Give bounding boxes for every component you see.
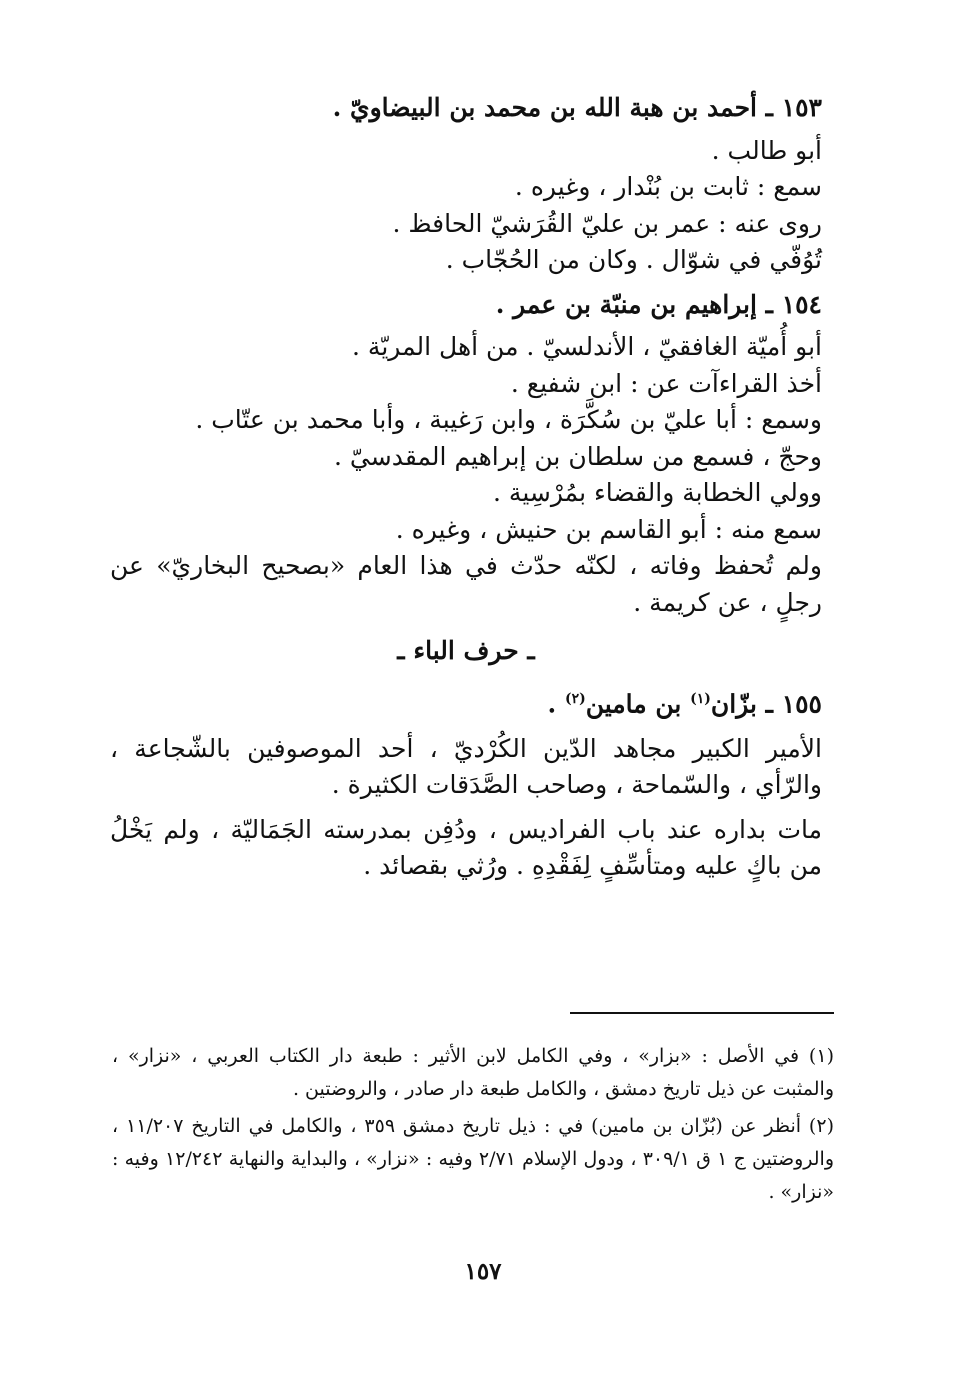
footnote-1: (١) في الأصل : «بزار» ، وفي الكامل لابن الأثير : طبعة دار الكتاب العربي ، «نزار» ، والمثبت عن ذيل تاريخ دمشق ، والكامل طبعة دار صادر ، والروضتين . — [112, 1045, 834, 1100]
footnote-ref-2: (٢) — [564, 691, 586, 707]
entry-155-name-first: بزّان — [710, 689, 757, 719]
entry-153-line: روى عنه : عمر بن عليّ القُرَشيّ الحافظ . — [392, 208, 822, 238]
entry-153-line: أبو طالب . — [711, 135, 822, 165]
entry-154-line: أبو أُميّة الغافقيّ ، الأندلسيّ . من أهل المريّة . — [352, 332, 822, 361]
footnote-divider — [570, 1012, 834, 1014]
footnote-ref-1: (١) — [690, 691, 711, 707]
main-text — [110, 88, 822, 885]
entry-155-paragraph: مات بداره عند باب الفراديس ، ودُفِن بمدرسته الجَمَاليّة ، ولم يَخْلُ من باكٍ عليه ومتأسِّفٍ لِفَقْدِهِ . ورُثي بقصائد . — [110, 814, 822, 881]
entry-154-line: وحجّ ، فسمع من سلطان بن إبراهيم المقدسيّ . — [334, 441, 822, 471]
entry-153-line: تُوُفّي في شوّال . وكان من الحُجّاب . — [445, 245, 822, 274]
entry-153-line: سمع : ثابت بن بُنْدار ، وغيره . — [514, 172, 822, 201]
entry-154-line: سمع منه : أبو القاسم بن حنيش ، وغيره . — [395, 514, 822, 544]
entry-153-heading: ١٥٣ ـ أحمد بن هبة الله بن محمد بن البيضاويّ . — [332, 93, 822, 122]
entry-155-number: ١٥٥ ـ — [765, 689, 822, 719]
section-title: ـ حرف الباء ـ — [397, 636, 535, 665]
entry-155-heading — [110, 681, 822, 723]
entry-155-name-rest: بن مامين — [585, 689, 682, 719]
entry-154-line: ولم تُحفظ وفاته ، لكنّه حدّث في هذا العام «بصحيح البخاريّ» عن رجلٍ ، عن كريمة . — [110, 551, 822, 617]
entry-154-line: أخذ القراءآت عن : ابن شفيع . — [510, 368, 822, 398]
footnotes — [112, 1040, 834, 1213]
entry-154-line: وولي الخطابة والقضاء بمُرْسِية . — [493, 478, 822, 507]
entry-154-heading: ١٥٤ ـ إبراهيم بن منبّة بن عمر . — [495, 289, 822, 319]
entry-154-line: وسمع : أبا عليّ بن سُكَّرَة ، وابن رَغيبة ، وأبا محمد بن عتّاب . — [195, 405, 822, 434]
page-number: ١٥٧ — [464, 1258, 502, 1285]
footnote-2: (٢) أنظر عن (بُزّان بن مامين) في : ذيل تاريخ دمشق ٣٥٩ ، والكامل في التاريخ ١١/٢٠٧ ، والروضتين ج ١ ق ٣٠٩/١ ، ودول الإسلام ٢/٧١ وفيه : «نزار» ، والبداية والنهاية ١٢/٢٤٢ وفيه : «نزار» . — [112, 1115, 834, 1203]
entry-155-paragraph: الأمير الكبير مجاهد الدّين الكُرْديّ ، أحد الموصوفين بالشّجاعة ، والرّأي ، والسّماحة ، وصاحب الصَّدَقات الكثيرة . — [110, 733, 822, 800]
entry-155-end: . — [547, 689, 557, 719]
